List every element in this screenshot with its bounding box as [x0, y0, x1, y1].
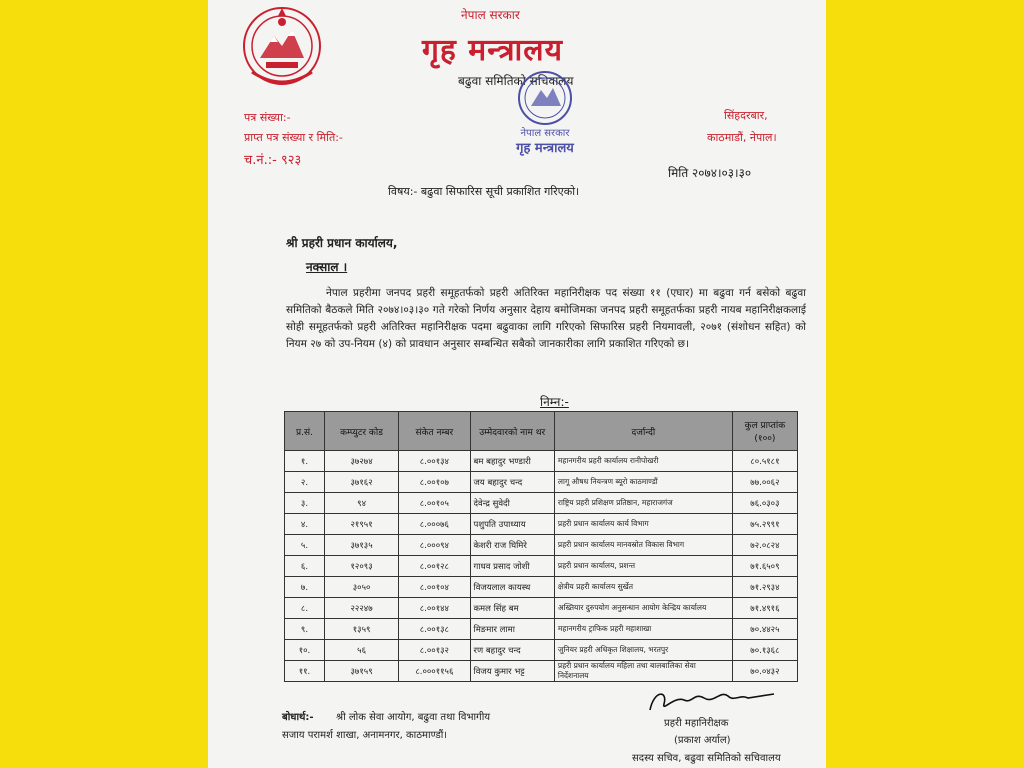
col-serial: प्र.सं. — [285, 412, 325, 451]
cell-computer-code: १३५९ — [324, 619, 398, 640]
cell-serial: ११. — [285, 661, 325, 682]
address-line-2: काठमाडौं, नेपाल। — [707, 131, 777, 144]
cell-candidate-name: देवेन्द्र सुवेदी — [470, 493, 554, 514]
col-posting: दर्जान्दी — [554, 412, 732, 451]
cell-posting: महानगरीय प्रहरी कार्यालय रानीपोखरी — [554, 451, 732, 472]
cell-posting: क्षेत्रीय प्रहरी कार्यालय सुर्खेत — [554, 577, 732, 598]
cell-candidate-name: रण बहादुर चन्द — [470, 640, 554, 661]
col-symbol-number: संकेत नम्बर — [399, 412, 470, 451]
cell-posting: प्रहरी प्रधान कार्यालय मानवस्रोत विकास विभाग — [554, 535, 732, 556]
cell-candidate-name: बम बहादुर भण्डारी — [470, 451, 554, 472]
cell-posting: महानगरीय ट्राफिक प्रहरी महाशाखा — [554, 619, 732, 640]
table-row — [285, 598, 798, 619]
cell-serial: ६. — [285, 556, 325, 577]
cell-symbol-number: ८.००१०७ — [399, 472, 470, 493]
cell-posting: प्रहरी प्रधान कार्यालय महिला तथा बालबालिका सेवा निर्देशनालय — [554, 661, 732, 682]
col-candidate-name: उम्मेदवारको नाम थर — [470, 412, 554, 451]
cell-candidate-name: जय बहादुर चन्द — [470, 472, 554, 493]
cell-serial: ३. — [285, 493, 325, 514]
cell-posting: जुनियर प्रहरी अधिकृत शिक्षालय, भरतपुर — [554, 640, 732, 661]
cell-symbol-number: ८.००१३८ — [399, 619, 470, 640]
cell-candidate-name: कमल सिंह बम — [470, 598, 554, 619]
cell-candidate-name: विजय कुमार भट्ट — [470, 661, 554, 682]
government-label: नेपाल सरकार — [461, 8, 520, 22]
cell-symbol-number: ८.००१३४ — [399, 451, 470, 472]
cell-serial: ८. — [285, 598, 325, 619]
cc-label: बोधार्थ:- — [282, 712, 314, 723]
signer-role: सदस्य सचिव, बढुवा समितिको सचिवालय — [632, 753, 781, 764]
cell-symbol-number: ८.००१२८ — [399, 556, 470, 577]
table-row — [285, 451, 798, 472]
secretariat-label: बढुवा समितिको सचिवालय — [458, 74, 574, 88]
subject-line: विषय:- बढुवा सिफारिस सूची प्रकाशित गरिएको। — [388, 185, 580, 198]
col-computer-code: कम्प्युटर कोड — [324, 412, 398, 451]
cell-serial: ४. — [285, 514, 325, 535]
cell-total-score: ७२.०८२४ — [732, 535, 797, 556]
cell-symbol-number: ८.०००९४ — [399, 535, 470, 556]
cc-line-1: श्री लोक सेवा आयोग, बढुवा तथा विभागीय — [336, 712, 491, 723]
svg-text:नेपाल सरकार: नेपाल सरकार — [520, 128, 570, 139]
body-paragraph: नेपाल प्रहरीमा जनपद प्रहरी समूहतर्फको प्रहरी अतिरिक्त महानिरीक्षक पद संख्या ११ (एघार) मा बढुवा गर्न बसेको बढुवा समितिको बैठकले मिति २०७४।०३।३० गते गरेको निर्णय अनुसार देहाय बमोजिमका जनपद प्रहरी समूहतर्फका प्रहरी नायब महानिरीक्षकलाई सोही समूहतर्फको प्रहरी अतिरिक्त महानिरीक्षक पदमा बढुवाका लागि गरिएको सिफारिस प्रहरी नियमावली, २०७१ (संशोधन सहित) को नियम २७ को उप-नियम (४) को प्रावधान अनुसार सम्बन्धित सबैको जानकारीका लागि प्रकाशित गरिएको छ। — [286, 287, 806, 350]
received-letter-label: प्राप्त पत्र संख्या र मिति:- — [244, 131, 343, 144]
recipient-line-2: नक्साल । — [306, 260, 348, 274]
svg-text:गृह मन्त्रालय: गृह मन्त्रालय — [516, 141, 574, 156]
cell-serial: १०. — [285, 640, 325, 661]
cell-serial: ९. — [285, 619, 325, 640]
cell-total-score: ७०.१३६८ — [732, 640, 797, 661]
cell-computer-code: ५६ — [324, 640, 398, 661]
cell-serial: २. — [285, 472, 325, 493]
cell-posting: प्रहरी प्रधान कार्यालय, प्रशन्त — [554, 556, 732, 577]
cell-total-score: ७६.०३०३ — [732, 493, 797, 514]
cell-serial: १. — [285, 451, 325, 472]
cell-symbol-number: ८.००१४४ — [399, 598, 470, 619]
letter-page — [208, 0, 826, 768]
table-row — [285, 577, 798, 598]
table-row — [285, 535, 798, 556]
table-row — [285, 661, 798, 682]
table-header-row — [285, 412, 798, 451]
table-row — [285, 640, 798, 661]
cell-computer-code: ३७१३५ — [324, 535, 398, 556]
cell-total-score: ७७.००६२ — [732, 472, 797, 493]
cell-total-score: ७०.४४२५ — [732, 619, 797, 640]
cell-total-score: ७५.२९९१ — [732, 514, 797, 535]
cell-posting: अख्तियार दुरुपयोग अनुसन्धान आयोग केन्द्रिय कार्यालय — [554, 598, 732, 619]
cell-symbol-number: ८.००१०४ — [399, 577, 470, 598]
cell-computer-code: ९४ — [324, 493, 398, 514]
nepal-emblem-icon — [240, 2, 324, 90]
cell-candidate-name: विजयलाल कायस्थ — [470, 577, 554, 598]
cell-computer-code: ३०५० — [324, 577, 398, 598]
recommendation-table — [284, 411, 798, 682]
cell-computer-code: १२०९३ — [324, 556, 398, 577]
table-title: निम्न:- — [540, 395, 569, 409]
cell-symbol-number: ८.०००११५६ — [399, 661, 470, 682]
cell-symbol-number: ८.००१३२ — [399, 640, 470, 661]
table-row — [285, 619, 798, 640]
cell-symbol-number: ८.००१०५ — [399, 493, 470, 514]
cell-candidate-name: गाधव प्रसाद जोशी — [470, 556, 554, 577]
cell-computer-code: ३७२७४ — [324, 451, 398, 472]
table-row — [285, 556, 798, 577]
table-row — [285, 514, 798, 535]
address-line-1: सिंहदरबार, — [724, 109, 768, 122]
cell-total-score: ७०.०४३२ — [732, 661, 797, 682]
ministry-title: गृह मन्त्रालय — [422, 33, 564, 68]
table-row — [285, 472, 798, 493]
cell-posting: लागू औषध नियन्त्रण ब्यूरो काठमाण्डौं — [554, 472, 732, 493]
signature — [644, 686, 784, 716]
cell-posting: प्रहरी प्रधान कार्यालय कार्य विभाग — [554, 514, 732, 535]
signer-title: प्रहरी महानिरीक्षक — [664, 718, 729, 729]
col-total-score: कुल प्राप्तांक (१००) — [732, 412, 797, 451]
cell-candidate-name: मिङमार लामा — [470, 619, 554, 640]
cell-serial: ५. — [285, 535, 325, 556]
dispatch-number: च.नं.:- ९२३ — [244, 153, 302, 168]
cell-computer-code: ३७१६२ — [324, 472, 398, 493]
cell-symbol-number: ८.०००७६ — [399, 514, 470, 535]
cell-computer-code: ३७१५९ — [324, 661, 398, 682]
cell-total-score: ८०.५१८१ — [732, 451, 797, 472]
cell-total-score: ७१.२९३४ — [732, 577, 797, 598]
cell-total-score: ७१.६५०९ — [732, 556, 797, 577]
letter-date: मिति २०७४।०३।३० — [668, 166, 752, 180]
cell-serial: ७. — [285, 577, 325, 598]
cell-posting: राष्ट्रिय प्रहरी प्रशिक्षण प्रतिष्ठान, महाराजगंज — [554, 493, 732, 514]
cell-candidate-name: केशरी राज घिमिरे — [470, 535, 554, 556]
letter-number-label: पत्र संख्या:- — [244, 111, 291, 124]
cc-line-2: सजाय परामर्श शाखा, अनामनगर, काठमाण्डौं। — [282, 730, 448, 741]
cell-candidate-name: पशुपति उपाध्याय — [470, 514, 554, 535]
signer-name: (प्रकाश अर्याल) — [674, 735, 731, 746]
ministry-stamp — [505, 62, 585, 162]
cell-total-score: ७१.४९१६ — [732, 598, 797, 619]
table-row — [285, 493, 798, 514]
cell-computer-code: २२२४७ — [324, 598, 398, 619]
cell-computer-code: २१९५१ — [324, 514, 398, 535]
recipient-line-1: श्री प्रहरी प्रधान कार्यालय, — [286, 236, 398, 250]
